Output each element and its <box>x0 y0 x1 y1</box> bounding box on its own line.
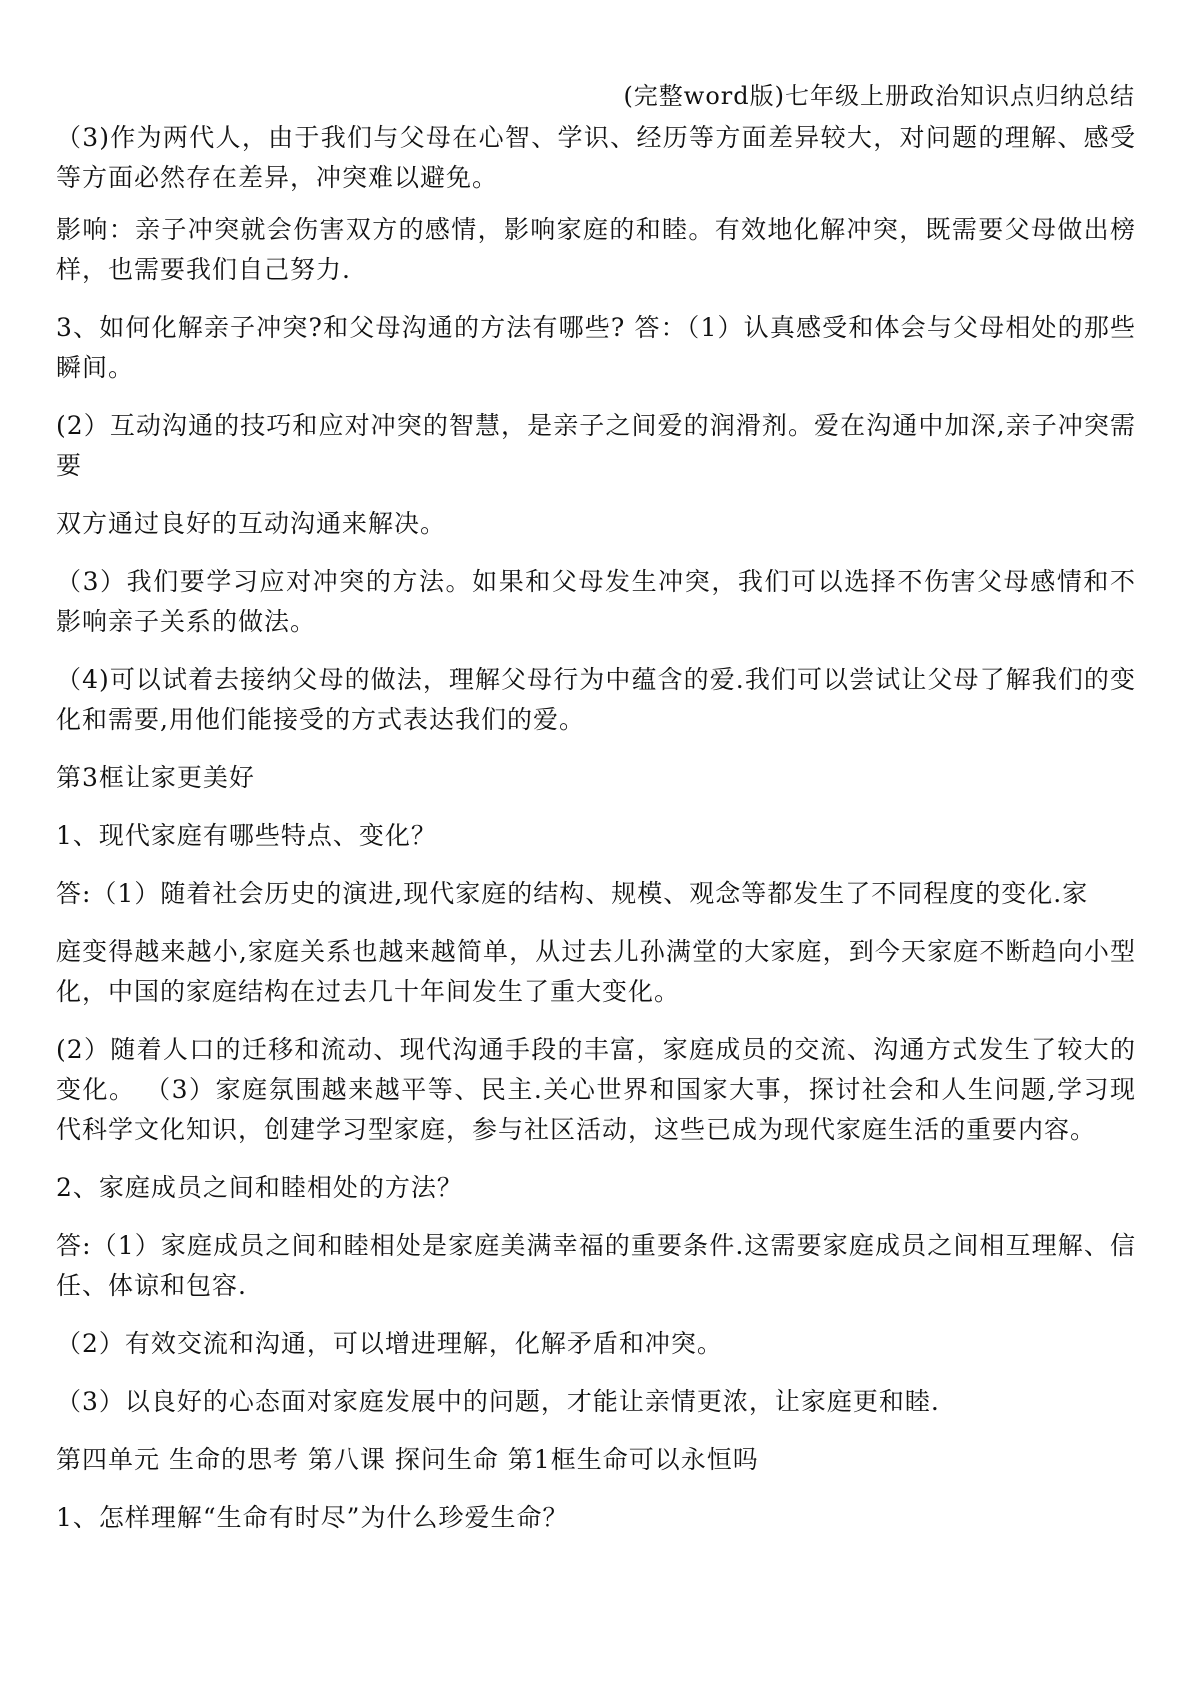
paragraph-4: (2）互动沟通的技巧和应对冲突的智慧，是亲子之间爱的润滑剂。爱在沟通中加深,亲子冲突需要 <box>56 411 1136 480</box>
paragraph-12: （2）有效交流和沟通，可以增进理解，化解矛盾和冲突。 <box>56 1329 723 1358</box>
paragraph-7: （4)可以试着去接纳父母的做法，理解父母行为中蕴含的爱.我们可以尝试让父母了解我们的变化和需要,用他们能接受的方式表达我们的爱。 <box>56 665 1136 734</box>
question-1: 1、现代家庭有哪些特点、变化？ <box>56 821 437 850</box>
question-2: 2、家庭成员之间和睦相处的方法？ <box>56 1173 463 1202</box>
question-3: 1、怎样理解“生命有时尽”为什么珍爱生命？ <box>56 1503 569 1532</box>
paragraph-5: 双方通过良好的互动沟通来解决。 <box>56 509 447 538</box>
paragraph-11: 答:（1）家庭成员之间和睦相处是家庭美满幸福的重要条件.这需要家庭成员之间相互理解、信任、体谅和包容. <box>56 1231 1136 1300</box>
section-heading-3: 第3框让家更美好 <box>56 763 255 792</box>
unit-heading: 第四单元 生命的思考 第八课 探问生命 第1框生命可以永恒吗 <box>56 1445 759 1474</box>
paragraph-6: （3）我们要学习应对冲突的方法。如果和父母发生冲突，我们可以选择不伤害父母感情和不影响亲子关系的做法。 <box>56 567 1136 636</box>
page-header: (完整word版)七年级上册政治知识点归纳总结 <box>623 82 1135 110</box>
document-body <box>56 118 1136 1556</box>
paragraph-8: 答:（1）随着社会历史的演进,现代家庭的结构、规模、观念等都发生了不同程度的变化.家 <box>56 879 1089 908</box>
paragraph-2: 影响：亲子冲突就会伤害双方的感情，影响家庭的和睦。有效地化解冲突，既需要父母做出榜样，也需要我们自己努力. <box>56 215 1136 284</box>
paragraph-1: （3)作为两代人，由于我们与父母在心智、学识、经历等方面差异较大，对问题的理解、感受等方面必然存在差异，冲突难以避免。 <box>56 123 1136 192</box>
paragraph-13: （3）以良好的心态面对家庭发展中的问题，才能让亲情更浓，让家庭更和睦. <box>56 1387 940 1416</box>
paragraph-9: 庭变得越来越小,家庭关系也越来越简单，从过去儿孙满堂的大家庭，到今天家庭不断趋向小型化，中国的家庭结构在过去几十年间发生了重大变化。 <box>56 937 1136 1006</box>
paragraph-3: 3、如何化解亲子冲突?和父母沟通的方法有哪些? 答：（1）认真感受和体会与父母相处的那些瞬间。 <box>56 313 1136 382</box>
paragraph-10: (2）随着人口的迁移和流动、现代沟通手段的丰富，家庭成员的交流、沟通方式发生了较大的变化。 （3）家庭氛围越来越平等、民主.关心世界和国家大事，探讨社会和人生问题,学习现代科学文化知识，创建学习型家庭，参与社区活动，这些已成为现代家庭生活的重要内容。 <box>56 1035 1136 1144</box>
